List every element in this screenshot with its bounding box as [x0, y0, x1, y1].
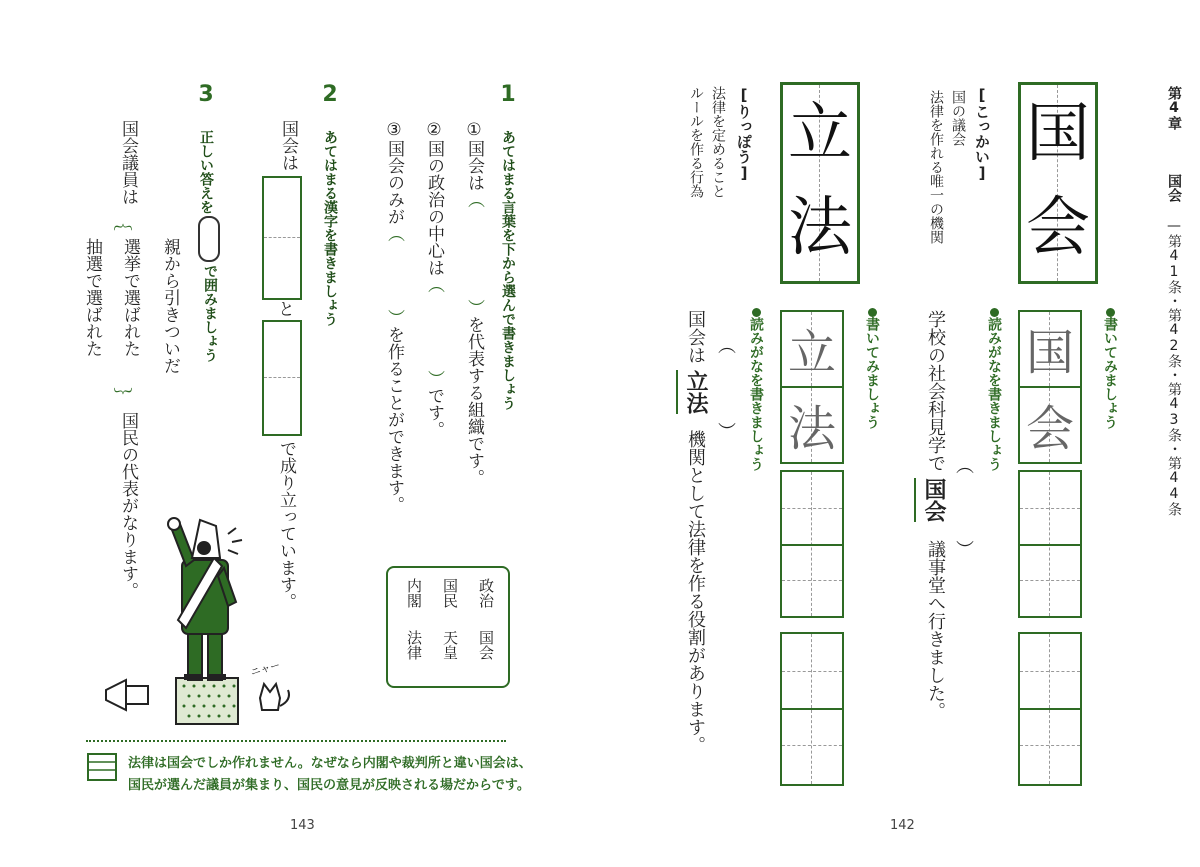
- write-cells-kokkai-2[interactable]: [1018, 632, 1082, 786]
- bullet-icon: [752, 308, 761, 317]
- q1-item-3: ③国会のみが︵︶を作ることができます。: [384, 120, 404, 513]
- q2-header: [320, 82, 340, 326]
- q3-option-2[interactable]: 選挙で選ばれた: [120, 238, 140, 357]
- word2-desc2: ルールを作る行為: [688, 86, 704, 198]
- sentence-2-b: 機関として法律を作る役割があります。: [685, 430, 706, 754]
- read-label-1: 読みがなを書きましょう: [984, 308, 1004, 471]
- q2-answer-box-2[interactable]: [262, 320, 302, 436]
- sentence-1-word: 国会: [914, 478, 949, 522]
- q3-brace-top: ︷: [111, 212, 132, 230]
- q1-number: 1: [500, 82, 516, 107]
- write-cells-kokkai-1[interactable]: [1018, 470, 1082, 618]
- note-line-1: 法律は国会でしか作れません。なぜなら内閣や裁判所と違い国会は、: [128, 756, 532, 771]
- q1-header: [498, 82, 518, 410]
- trace-char-4: 法: [787, 401, 836, 457]
- q2-text-mid: と: [274, 300, 294, 317]
- q2-number: 2: [322, 82, 338, 107]
- choice-5[interactable]: 内閣: [405, 578, 423, 608]
- sentence-1-paren-top: ︵: [953, 456, 974, 474]
- chapter-articles: —第41条・第42条・第43条・第44条: [1166, 218, 1182, 516]
- q3-option-1[interactable]: 親から引きついだ: [160, 238, 180, 374]
- word1-reading: [こっかい]: [973, 86, 991, 182]
- politician-illustration: [96, 510, 306, 730]
- trace-char-1: 国: [1025, 325, 1074, 381]
- read-label-2: 読みがなを書きましょう: [746, 308, 766, 471]
- q3-option-3[interactable]: 抽選で選ばれた: [82, 238, 102, 357]
- note-line-2: 国民が選んだ議員が集まり、国民の意見が反映される場だからです。: [128, 778, 530, 793]
- word-char-kai: 会: [1026, 191, 1090, 265]
- word2-desc1: 法律を定めること: [710, 86, 726, 198]
- q3-title-a: 正しい答えを: [198, 130, 214, 214]
- q3-text-b: 国民の代表がなります。: [118, 412, 138, 599]
- choice-6[interactable]: 法律: [405, 630, 423, 660]
- cat-caption: ニャー: [249, 660, 282, 679]
- sentence-1-a: 学校の社会科見学で: [925, 310, 946, 472]
- q2-text-a: 国会は: [278, 120, 298, 171]
- q3-brace-bottom: ︸: [111, 388, 132, 406]
- trace-char-3: 立: [787, 325, 836, 381]
- choice-2[interactable]: 国会: [477, 630, 495, 660]
- choice-3[interactable]: 国民: [441, 578, 459, 608]
- q3-number: 3: [198, 82, 214, 107]
- chapter-title: 国会: [1166, 174, 1182, 202]
- q2-answer-box-1[interactable]: [262, 176, 302, 300]
- q1-title: あてはまる言葉を下から選んで書きましょう: [500, 130, 516, 410]
- word2-reading: [りっぽう]: [735, 86, 753, 182]
- word-char-ritsu: 立: [788, 97, 852, 171]
- trace-grid-kokkai: [1018, 310, 1082, 464]
- q3-title-b: で囲みましょう: [202, 264, 218, 362]
- bullet-icon: [868, 308, 877, 317]
- pencil-icon: [86, 750, 120, 784]
- page-number-left: 143: [290, 818, 315, 833]
- chapter-header: [1166, 86, 1182, 516]
- trace-char-2: 会: [1025, 401, 1074, 457]
- bullet-icon: [1106, 308, 1115, 317]
- word1-desc1: 国の議会: [950, 90, 966, 146]
- choice-1[interactable]: 政治: [477, 578, 495, 608]
- trace-grid-rippou: [780, 310, 844, 464]
- note-divider: [86, 740, 506, 742]
- bullet-icon: [990, 308, 999, 317]
- word-box-kokkai: [1018, 82, 1098, 284]
- word1-desc2: 法律を作れる唯一の機関: [928, 90, 944, 244]
- q1-choices-box: [386, 566, 510, 688]
- q1-item-1: ①国会は︵︶を代表する組織です。: [464, 120, 484, 486]
- q3-text-a: 国会議員は: [118, 120, 138, 205]
- write-cells-rippou-2[interactable]: [780, 632, 844, 786]
- sentence-1-paren-bottom: ︶: [953, 540, 974, 558]
- chapter-number: 第4章: [1166, 86, 1182, 130]
- write-label-1: 書いてみましょう: [1100, 308, 1120, 429]
- q2-text-b: で成り立っています。: [276, 440, 296, 610]
- word-char-koku: 国: [1026, 97, 1090, 171]
- sentence-2-paren-top: ︵: [715, 336, 736, 354]
- q1-item-2: ②国の政治の中心は︵︶です。: [424, 120, 444, 438]
- sentence-2-paren-bottom: ︶: [715, 422, 736, 440]
- sentence-2-a: 国会は: [685, 310, 706, 364]
- word-char-hou: 法: [788, 191, 852, 265]
- choice-4[interactable]: 天皇: [441, 630, 459, 660]
- word-box-rippou: [780, 82, 860, 284]
- sentence-2-word: 立法: [676, 370, 711, 414]
- write-cells-rippou-1[interactable]: [780, 470, 844, 618]
- q3-oval-icon: [198, 216, 220, 262]
- sentence-1-b: 議事堂へ行きました。: [925, 540, 946, 720]
- write-label-2: 書いてみましょう: [862, 308, 882, 429]
- q3-header: [196, 82, 216, 214]
- q2-title: あてはまる漢字を書きましょう: [322, 130, 338, 326]
- page-number-right: 142: [890, 818, 915, 833]
